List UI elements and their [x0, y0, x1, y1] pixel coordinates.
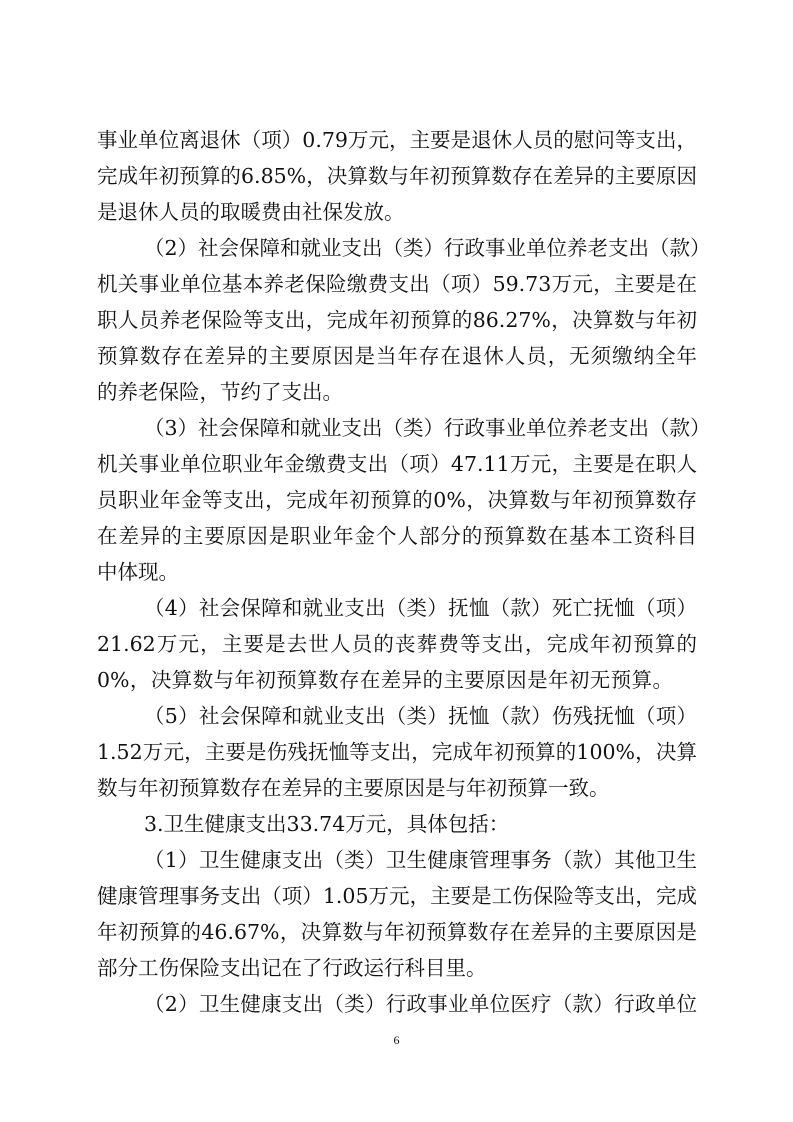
text-line: 事业单位离退休（项）0.79万元，主要是退休人员的慰问等支出， [97, 128, 697, 152]
text-line: 数与年初预算数存在差异的主要原因是与年初预算一致。 [97, 776, 610, 800]
text-line: （5）社会保障和就业支出（类）抚恤（款）伤残抚恤（项） [144, 704, 697, 728]
text-line: 完成年初预算的6.85%，决算数与年初预算数存在差异的主要原因 [97, 164, 697, 188]
text-line: （2）卫生健康支出（类）行政事业单位医疗（款）行政单位 [144, 992, 697, 1016]
text-line: 0%，决算数与年初预算数存在差异的主要原因是年初无预算。 [97, 668, 673, 692]
text-line: 健康管理事务支出（项）1.05万元，主要是工伤保险等支出，完成 [97, 884, 697, 908]
text-line: 机关事业单位职业年金缴费支出（项）47.11万元，主要是在职人 [97, 452, 697, 476]
text-line: 部分工伤保险支出记在了行政运行科目里。 [97, 956, 487, 980]
text-line: 3.卫生健康支出33.74万元，具体包括： [144, 812, 510, 836]
text-line: （3）社会保障和就业支出（类）行政事业单位养老支出（款） [144, 416, 711, 440]
page-number: 6 [393, 1033, 400, 1047]
text-line: （1）卫生健康支出（类）卫生健康管理事务（款）其他卫生 [144, 848, 697, 872]
text-line: 机关事业单位基本养老保险缴费支出（项）59.73万元，主要是在 [97, 272, 697, 296]
text-line: （2）社会保障和就业支出（类）行政事业单位养老支出（款） [144, 236, 711, 260]
text-line: 在差异的主要原因是职业年金个人部分的预算数在基本工资科目 [97, 524, 697, 548]
text-line: 是退休人员的取暖费由社保发放。 [97, 200, 405, 224]
text-line: 21.62万元，主要是去世人员的丧葬费等支出，完成年初预算的 [97, 632, 697, 656]
text-line: 中体现。 [97, 560, 179, 584]
text-line: 员职业年金等支出，完成年初预算的0%，决算数与年初预算数存 [97, 488, 697, 512]
text-line: 预算数存在差异的主要原因是当年存在退休人员，无须缴纳全年 [97, 344, 697, 368]
text-line: 1.52万元，主要是伤残抚恤等支出，完成年初预算的100%，决算 [97, 740, 697, 764]
text-line: 职人员养老保险等支出，完成年初预算的86.27%，决算数与年初 [97, 308, 697, 332]
text-line: 年初预算的46.67%，决算数与年初预算数存在差异的主要原因是 [97, 920, 697, 944]
text-line: 的养老保险，节约了支出。 [97, 380, 343, 404]
text-line: （4）社会保障和就业支出（类）抚恤（款）死亡抚恤（项） [144, 596, 697, 620]
